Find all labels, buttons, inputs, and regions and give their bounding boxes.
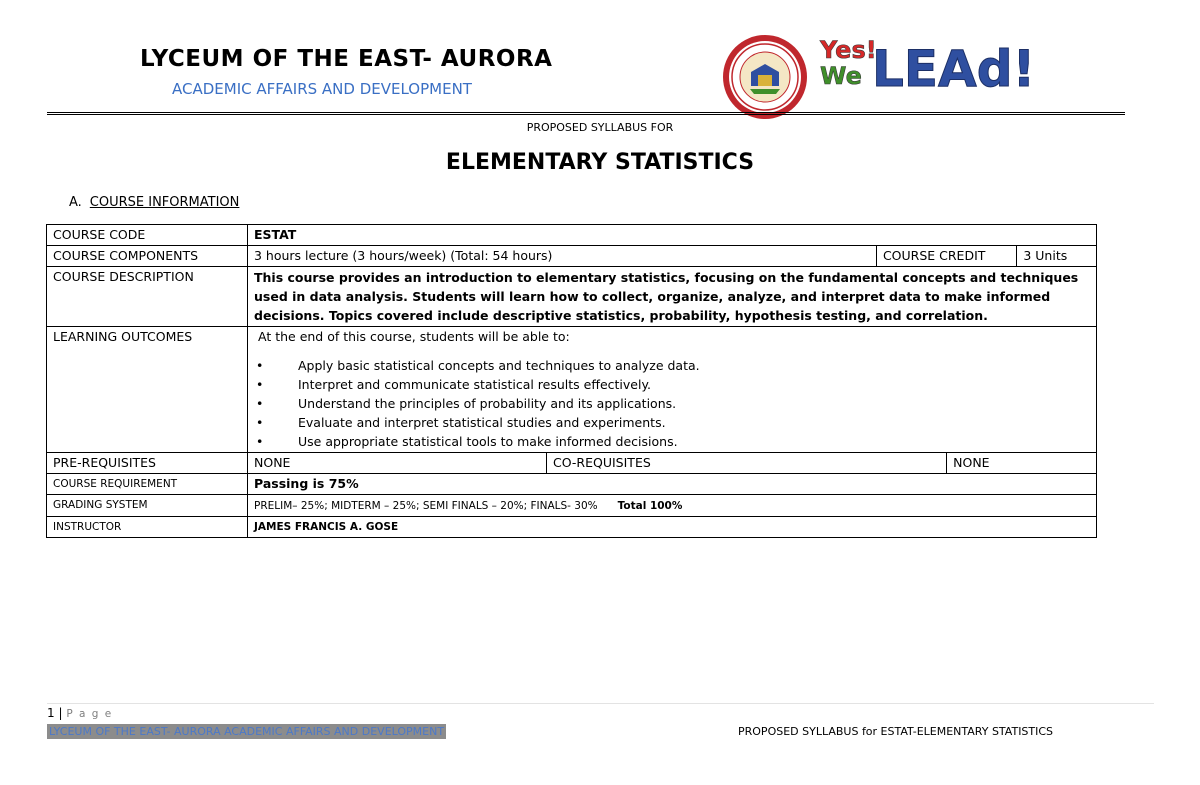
- page-label: P a g e: [66, 708, 113, 720]
- course-info-table: [46, 224, 1097, 538]
- learning-outcomes-value: [248, 327, 1097, 453]
- prerequisites-label: PRE-REQUISITES: [47, 453, 248, 474]
- course-code-label: COURSE CODE: [47, 225, 248, 246]
- table-row: [47, 495, 1097, 517]
- table-row: [47, 517, 1097, 538]
- slogan-we: We: [820, 62, 862, 90]
- grading-system-label: GRADING SYSTEM: [47, 495, 248, 517]
- school-seal-logo: [722, 34, 808, 120]
- section-heading: [69, 195, 239, 210]
- course-code-value: ESTAT: [248, 225, 1097, 246]
- course-description-label: COURSE DESCRIPTION: [47, 267, 248, 327]
- footer-right-text: PROPOSED SYLLABUS for ESTAT-ELEMENTARY STATISTICS: [738, 725, 1054, 738]
- outcomes-list: [254, 356, 1090, 451]
- instructor-label: INSTRUCTOR: [47, 517, 248, 538]
- table-row: [47, 246, 1097, 267]
- table-row: [47, 453, 1097, 474]
- course-requirement-label: COURSE REQUIREMENT: [47, 474, 248, 495]
- page-number: 1 | P a g e: [47, 706, 113, 720]
- learning-outcomes-label: LEARNING OUTCOMES: [47, 327, 248, 453]
- course-description-value: This course provides an introduction to elementary statistics, focusing on the fundamental concepts and techniques used in data analysis. Students will learn how to collect, organize, analyze, and interpret data to make informed decisions. Topics covered include descriptive statistics, probability, hypothesis testing, and correlation.: [248, 267, 1097, 327]
- proposed-label: PROPOSED SYLLABUS FOR: [526, 121, 674, 134]
- outcomes-intro: At the end of this course, students will be able to:: [258, 329, 570, 344]
- slogan-lead: LEAd!: [872, 40, 1036, 96]
- section-title: COURSE INFORMATION: [89, 195, 240, 210]
- corequisites-label: CO-REQUISITES: [547, 453, 947, 474]
- page-number-value: 1: [47, 706, 55, 720]
- table-row: [47, 327, 1097, 453]
- prerequisites-value: NONE: [248, 453, 547, 474]
- course-credit-value: 3 Units: [1017, 246, 1097, 267]
- list-item: • Use appropriate statistical tools to make informed decisions.: [254, 432, 1090, 451]
- school-name: LYCEUM OF THE EAST- AURORA: [140, 46, 553, 72]
- section-letter: A.: [69, 195, 82, 210]
- course-components-value: 3 hours lecture (3 hours/week) (Total: 54 hours): [248, 246, 877, 267]
- grading-total: Total 100%: [617, 500, 683, 512]
- yes-we-lead-logo: [818, 34, 1058, 96]
- list-item: • Evaluate and interpret statistical studies and experiments.: [254, 413, 1090, 432]
- grading-breakdown: PRELIM– 25%; MIDTERM – 25%; SEMI FINALS – 20%; FINALS- 30%: [254, 500, 598, 512]
- footer-rule: [47, 703, 1154, 704]
- list-item: • Interpret and communicate statistical results effectively.: [254, 375, 1090, 394]
- department-name: ACADEMIC AFFAIRS AND DEVELOPMENT: [172, 80, 472, 98]
- instructor-value: JAMES FRANCIS A. GOSE: [248, 517, 1097, 538]
- course-components-label: COURSE COMPONENTS: [47, 246, 248, 267]
- list-item: • Understand the principles of probability and its applications.: [254, 394, 1090, 413]
- grading-system-value: [248, 495, 1097, 517]
- footer-left-text: LYCEUM OF THE EAST- AURORA ACADEMIC AFFAIRS AND DEVELOPMENT: [49, 725, 445, 738]
- table-row: [47, 474, 1097, 495]
- table-row: [47, 267, 1097, 327]
- course-credit-label: COURSE CREDIT: [876, 246, 1016, 267]
- slogan-yes: Yes!: [820, 36, 877, 64]
- table-row: [47, 225, 1097, 246]
- course-requirement-value: Passing is 75%: [248, 474, 1097, 495]
- corequisites-value: NONE: [947, 453, 1097, 474]
- document-title: ELEMENTARY STATISTICS: [445, 150, 755, 175]
- list-item: • Apply basic statistical concepts and techniques to analyze data.: [254, 356, 1090, 375]
- header-rule: [47, 112, 1125, 115]
